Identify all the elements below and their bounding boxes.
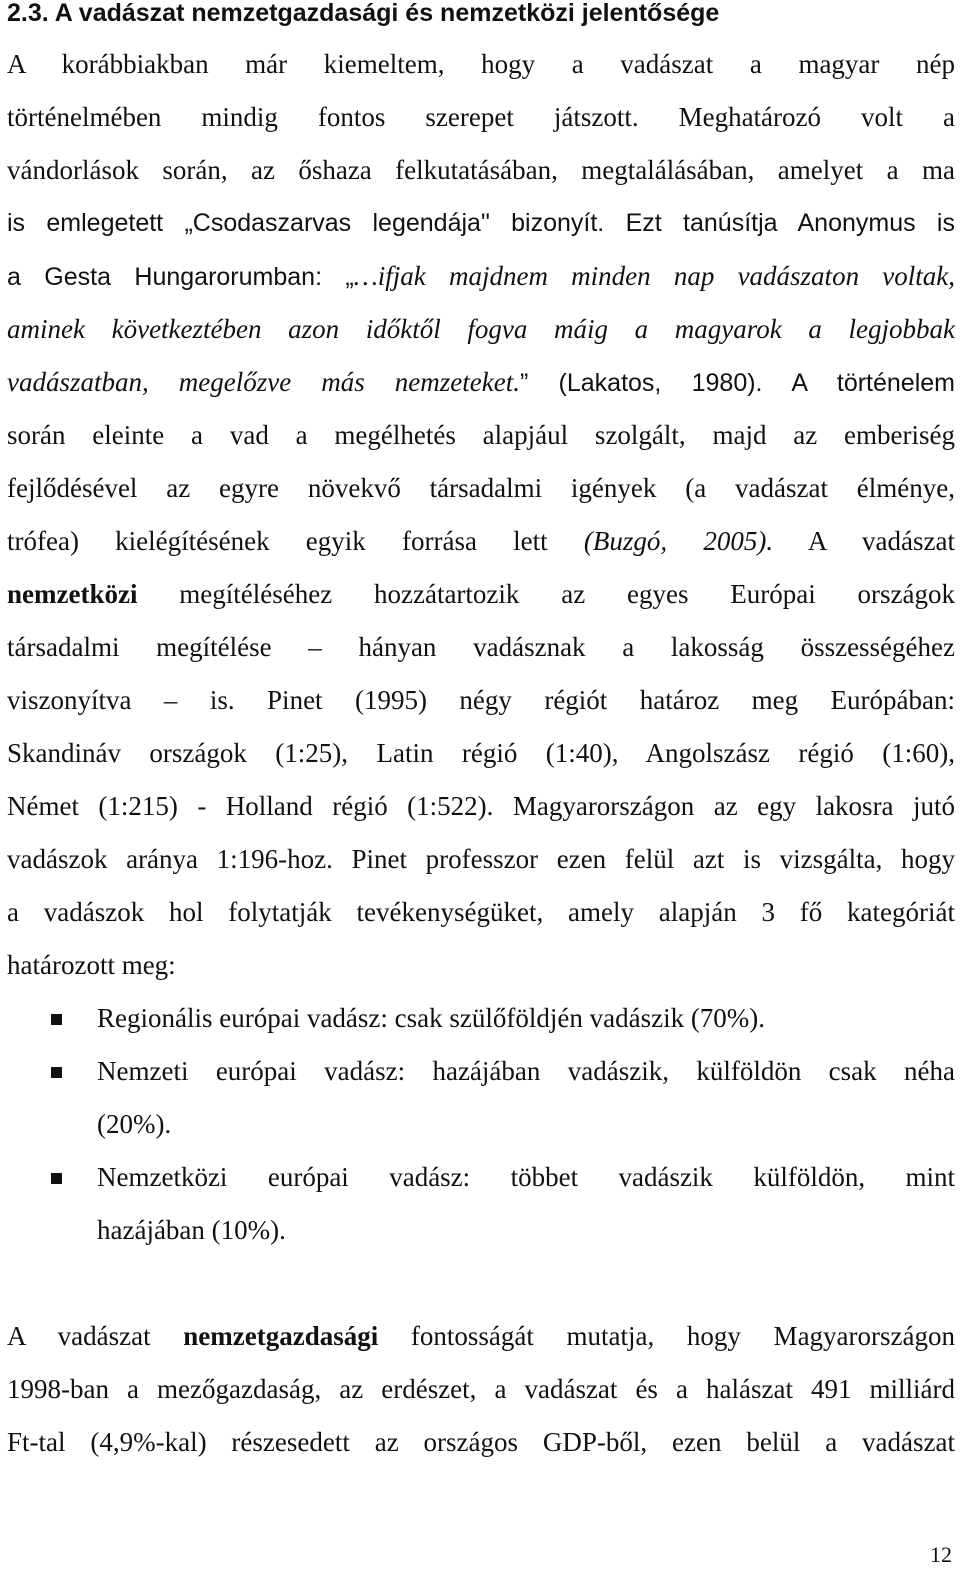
paragraph-text: A vadászat — [7, 1321, 151, 1351]
paragraph-line: társadalmi megítélése – hányan vadásznak a lakosság összességéhez — [7, 632, 955, 662]
paragraph-line: Ft-tal (4,9%-kal) részesedett az országos GDP-ből, ezen belül a vadászat — [7, 1427, 955, 1457]
paragraph-line: fejlődésével az egyre növekvő társadalmi igények (a vadászat élménye, — [7, 473, 955, 503]
paragraph-text: trófea) kielégítésének egyik forrása lett — [7, 526, 548, 556]
paragraph-line — [7, 356, 955, 409]
bullet-square-icon — [51, 1067, 62, 1078]
paragraph-line — [7, 568, 955, 621]
emphasis-text: nemzetközi — [7, 579, 138, 609]
paragraph-line: vándorlások során, az őshaza felkutatásában, megtalálásában, amelyet a ma — [7, 155, 955, 185]
list-item: Nemzetközi európai vadász: többet vadászik külföldön, mint — [97, 1162, 955, 1192]
paragraph-line: 1998-ban a mezőgazdaság, az erdészet, a vadászat és a halászat 491 milliárd — [7, 1374, 955, 1404]
bullet-square-icon — [51, 1173, 62, 1184]
emphasis-text: nemzetgazdasági — [183, 1321, 379, 1351]
paragraph-line: viszonyítva – is. Pinet (1995) négy régiót határoz meg Európában: — [7, 685, 955, 715]
paragraph-text: fontosságát mutatja, hogy Magyarországon — [410, 1321, 955, 1351]
citation-text: (Buzgó, 2005). — [583, 526, 774, 556]
paragraph-line — [7, 250, 955, 303]
quote-line: aminek következtében azon időktől fogva máig a magyarok a legjobbak — [7, 314, 955, 344]
citation-text: ” (Lakatos, 1980). A történelem — [519, 369, 955, 397]
paragraph-line: a vadászok hol folytatják tevékenységüket, amely alapján 3 fő kategóriát — [7, 897, 955, 927]
quote-text: vadászatban, megelőzve más nemzeteket. — [7, 367, 520, 397]
paragraph-line: is emlegetett „Csodaszarvas legendája" bizonyít. Ezt tanúsítja Anonymus is — [7, 209, 955, 237]
list-item-continuation: hazájában (10%). — [97, 1215, 286, 1245]
paragraph-line: határozott meg: — [7, 950, 176, 980]
list-item-continuation: (20%). — [97, 1109, 172, 1139]
paragraph-line — [7, 515, 955, 568]
page-number: 12 — [930, 1542, 952, 1567]
paragraph-line — [7, 1310, 955, 1363]
quote-text: …ifjak majdnem minden nap vadászaton voltak, — [353, 261, 955, 291]
list-item: Nemzeti európai vadász: hazájában vadászik, külföldön csak néha — [97, 1056, 955, 1086]
paragraph-line: A korábbiakban már kiemeltem, hogy a vadászat a magyar nép — [7, 49, 955, 79]
section-heading: 2.3. A vadászat nemzetgazdasági és nemzetközi jelentősége — [7, 0, 720, 27]
paragraph-text: A vadászat — [807, 526, 955, 556]
paragraph-line: Skandináv országok (1:25), Latin régió (1:40), Angolszász régió (1:60), — [7, 738, 955, 768]
paragraph-text: a Gesta Hungarorumban: „ — [7, 263, 354, 291]
paragraph-line: Német (1:215) - Holland régió (1:522). Magyarországon az egy lakosra jutó — [7, 791, 955, 821]
bullet-square-icon — [51, 1014, 62, 1025]
paragraph-line: vadászok aránya 1:196-hoz. Pinet professzor ezen felül azt is vizsgálta, hogy — [7, 844, 955, 874]
paragraph-text: megítéléséhez hozzátartozik az egyes Európai országok — [179, 579, 955, 609]
paragraph-line: során eleinte a vad a megélhetés alapjául szolgált, majd az emberiség — [7, 420, 955, 450]
list-item: Regionális európai vadász: csak szülőföldjén vadászik (70%). — [97, 1003, 766, 1033]
paragraph-line: történelmében mindig fontos szerepet játszott. Meghatározó volt a — [7, 102, 955, 132]
